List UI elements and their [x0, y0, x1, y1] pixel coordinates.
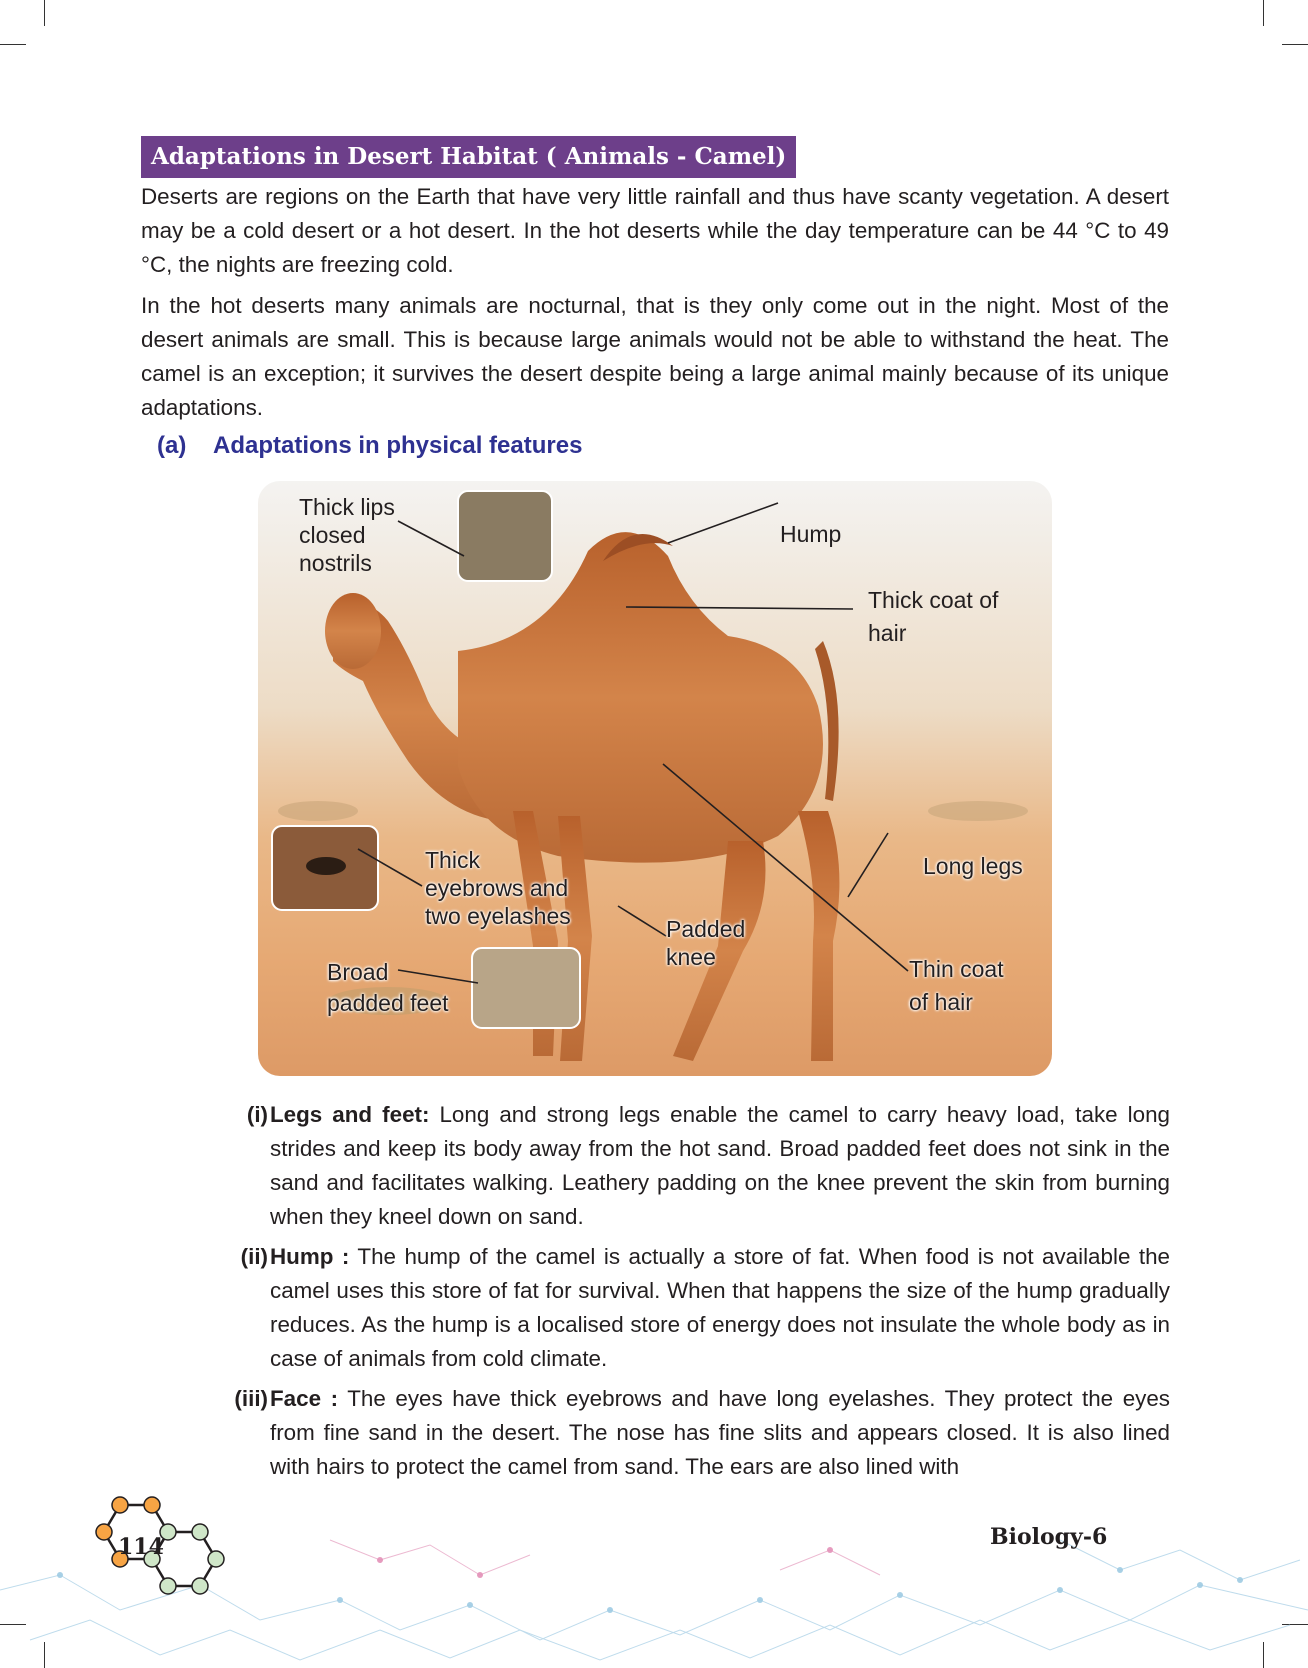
section-heading: Adaptations in Desert Habitat ( Animals - Camel) — [141, 136, 796, 178]
item-body — [270, 1382, 1170, 1484]
item-title: Hump : — [270, 1244, 350, 1269]
label-line: Broad — [327, 959, 389, 985]
item-hump — [212, 1240, 1170, 1376]
item-number: (iii) — [234, 1386, 268, 1411]
footer-molecule-decoration — [0, 1480, 1308, 1668]
label-line: Thick lips — [299, 494, 395, 520]
item-body — [270, 1098, 1170, 1234]
crop-mark — [44, 0, 45, 26]
crop-mark — [1282, 44, 1308, 45]
label-long-legs: Long legs — [923, 853, 1023, 879]
label-line: eyebrows and — [425, 875, 569, 901]
label-eyebrows — [425, 846, 571, 930]
subheading-marker: (a) — [157, 432, 187, 459]
label-line: Thick coat of — [868, 587, 999, 613]
crop-mark — [0, 44, 26, 45]
book-title: Biology-6 — [990, 1524, 1108, 1550]
label-line: Padded — [666, 916, 746, 942]
subheading — [157, 432, 582, 460]
item-legs-feet — [212, 1098, 1170, 1234]
page-number: 114 — [118, 1534, 164, 1560]
item-body — [270, 1240, 1170, 1376]
camel-figure — [258, 481, 1052, 1076]
label-thin-coat — [909, 953, 1004, 1019]
item-number: (ii) — [240, 1244, 268, 1269]
label-line: hair — [868, 620, 907, 646]
label-padded-knee — [666, 915, 745, 971]
label-broad-feet — [327, 957, 449, 1019]
label-line: padded feet — [327, 990, 449, 1016]
item-text: The eyes have thick eyebrows and have long eyelashes. They protect the eyes from fine sand in the desert. The nose has fine slits and appears closed. It is also lined with hairs to protect the camel from sand. The ears are also lined with — [270, 1386, 1171, 1479]
item-face — [212, 1382, 1170, 1484]
label-hump: Hump — [780, 521, 842, 547]
item-text: The hump of the camel is actually a store of fat. When food is not available the camel uses this store of fat for survival. When that happens the size of the hump gradually reduces. As the hump is a localised store of energy does not insulate the whole body as in case of animals from cold climate. — [270, 1244, 1170, 1371]
label-thick-lips — [299, 493, 395, 577]
paragraph-nocturnal: In the hot deserts many animals are nocturnal, that is they only come out in the night. Most of the desert animals are small. This is because large animals would not be able to withstand the heat. The camel is an exception; it survives the desert despite being a large animal mainly because of its unique adaptations. — [141, 293, 1169, 420]
item-title: Face : — [270, 1386, 339, 1411]
label-line: two eyelashes — [425, 903, 571, 929]
item-text: Long and strong legs enable the camel to carry heavy load, take long strides and keep its body away from the hot sand. Broad padded feet does not sink in the sand and facilitates walking. Leathery padding on the knee prevent the skin from burning when they kneel down on sand. — [270, 1102, 1170, 1229]
item-title: Legs and feet: — [270, 1102, 430, 1127]
label-line: nostrils — [299, 550, 372, 576]
shrub — [278, 801, 358, 821]
label-line: knee — [666, 944, 716, 970]
label-line: Thin coat — [909, 956, 1004, 982]
paragraph-intro: Deserts are regions on the Earth that have very little rainfall and thus have scanty vegetation. A desert may be a cold desert or a hot desert. In the hot deserts while the day temperature can be 44 °C to 49 °C, the nights are freezing cold. — [141, 184, 1169, 277]
label-line: Thick — [425, 847, 480, 873]
shrub — [928, 801, 1028, 821]
feet-inset — [472, 948, 580, 1028]
label-line: closed — [299, 522, 366, 548]
label-thick-coat — [868, 584, 998, 650]
eye-icon — [306, 857, 346, 875]
crop-mark — [1263, 0, 1264, 26]
subheading-text: Adaptations in physical features — [213, 432, 583, 459]
item-number: (i) — [246, 1102, 268, 1127]
lips-inset — [458, 491, 552, 581]
label-line: of hair — [909, 989, 973, 1015]
